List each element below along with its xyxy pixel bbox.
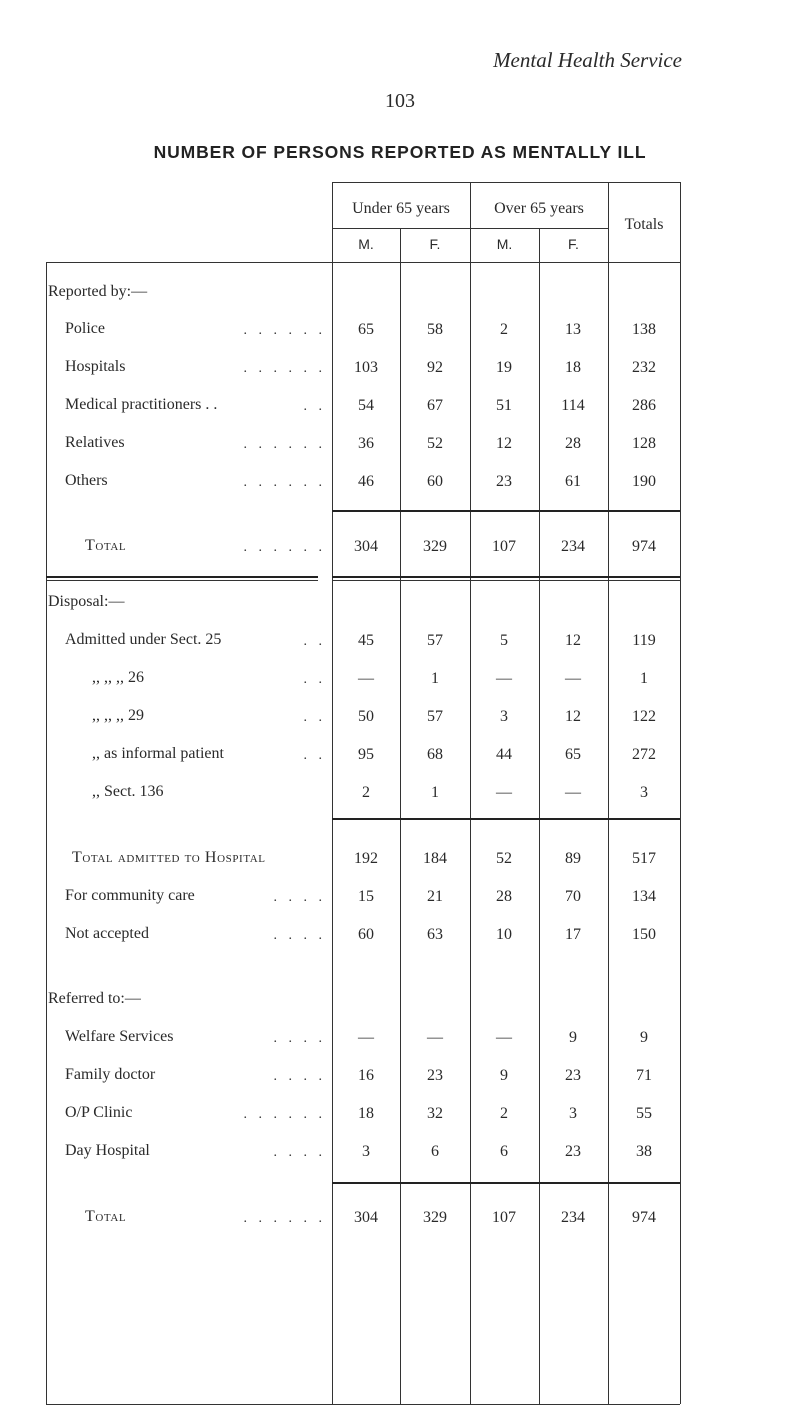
col-rule-1 bbox=[332, 182, 333, 1404]
row-label-text: Relatives bbox=[65, 434, 125, 451]
col-rule-4 bbox=[539, 228, 540, 1404]
table-cell: 6 bbox=[431, 1143, 439, 1160]
table-cell: 9 bbox=[500, 1067, 508, 1084]
table-cell: 234 bbox=[561, 1209, 585, 1226]
table-cell: 51 bbox=[496, 397, 512, 414]
row-label bbox=[92, 745, 224, 763]
section-rule bbox=[400, 510, 470, 512]
table-cell: 2 bbox=[500, 1105, 508, 1122]
table-cell: 92 bbox=[427, 359, 443, 376]
row-label-text: Police bbox=[65, 320, 105, 337]
section-rule bbox=[470, 818, 539, 820]
row-label bbox=[48, 283, 147, 301]
table-cell: 3 bbox=[500, 708, 508, 725]
row-label-text: Total bbox=[85, 1208, 127, 1225]
col-rule-5 bbox=[608, 182, 609, 1404]
section-rule bbox=[470, 1182, 539, 1184]
table-cell: 9 bbox=[569, 1029, 577, 1046]
section-rule bbox=[608, 576, 680, 578]
header-totals: Totals bbox=[624, 216, 664, 233]
row-label-text: ,, as informal patient bbox=[92, 745, 224, 762]
row-label bbox=[85, 537, 126, 555]
col-rule-3 bbox=[470, 182, 471, 1404]
table-cell: 63 bbox=[427, 926, 443, 943]
table-cell: 15 bbox=[358, 888, 374, 905]
table-cell: 13 bbox=[565, 321, 581, 338]
table-cell: 2 bbox=[500, 321, 508, 338]
table-cell: 60 bbox=[358, 926, 374, 943]
table-cell: 52 bbox=[427, 435, 443, 452]
row-label bbox=[92, 669, 144, 687]
row-label-text: For community care bbox=[65, 887, 195, 904]
table-cell: 103 bbox=[354, 359, 378, 376]
row-label bbox=[72, 849, 266, 867]
table-cell: — bbox=[565, 784, 581, 801]
table-cell: 21 bbox=[427, 888, 443, 905]
header-over-f: F. bbox=[568, 236, 579, 252]
row-label-text: Referred to:— bbox=[48, 990, 141, 1007]
table-cell: 150 bbox=[632, 926, 656, 943]
table-cell: 5 bbox=[500, 632, 508, 649]
row-label-text: Total bbox=[85, 537, 127, 554]
leader-dots: . . . . bbox=[273, 1031, 326, 1046]
row-label-text: Admitted under Sect. 25 bbox=[65, 631, 222, 648]
table-cell: 3 bbox=[640, 784, 648, 801]
table-cell: 12 bbox=[565, 708, 581, 725]
table-cell: 122 bbox=[632, 708, 656, 725]
row-label-text: ,, ,, ,, 26 bbox=[92, 669, 144, 686]
table-cell: 54 bbox=[358, 397, 374, 414]
section-rule bbox=[400, 580, 470, 581]
row-label-text: Day Hospital bbox=[65, 1142, 150, 1159]
table-cell: 46 bbox=[358, 473, 374, 490]
row-label-text: ,, ,, ,, 29 bbox=[92, 707, 144, 724]
table-title: NUMBER OF PERSONS REPORTED AS MENTALLY ILL bbox=[153, 142, 647, 162]
row-label bbox=[65, 1104, 132, 1122]
table-cell: — bbox=[496, 670, 512, 687]
table-cell: 89 bbox=[565, 850, 581, 867]
table-cell: 107 bbox=[492, 538, 516, 555]
table-cell: 107 bbox=[492, 1209, 516, 1226]
section-rule bbox=[539, 576, 608, 578]
row-label bbox=[48, 990, 141, 1008]
table-cell: 304 bbox=[354, 1209, 378, 1226]
section-rule bbox=[539, 510, 608, 512]
leader-dots: . . . . . . bbox=[243, 540, 326, 555]
leader-dots: . . bbox=[303, 748, 326, 763]
header-over-65: Over 65 years bbox=[494, 200, 584, 217]
table-cell: 23 bbox=[427, 1067, 443, 1084]
table-cell: 23 bbox=[496, 473, 512, 490]
table-cell: 67 bbox=[427, 397, 443, 414]
section-rule bbox=[608, 580, 680, 581]
leader-dots: . . . . . . bbox=[243, 1211, 326, 1226]
table-cell: 234 bbox=[561, 538, 585, 555]
table-cell: 58 bbox=[427, 321, 443, 338]
leader-dots: . . . . bbox=[273, 1069, 326, 1084]
table-cell: 974 bbox=[632, 1209, 656, 1226]
table-cell: 18 bbox=[565, 359, 581, 376]
row-label bbox=[65, 472, 108, 490]
table-cell: 52 bbox=[496, 850, 512, 867]
header-under-65: Under 65 years bbox=[352, 200, 450, 217]
section-rule bbox=[539, 1182, 608, 1184]
table-cell: 28 bbox=[565, 435, 581, 452]
row-label bbox=[65, 925, 149, 943]
section-rule bbox=[608, 818, 680, 820]
leader-dots: . . . . . . bbox=[243, 475, 326, 490]
table-cell: 138 bbox=[632, 321, 656, 338]
table-cell: 12 bbox=[496, 435, 512, 452]
table-cell: 70 bbox=[565, 888, 581, 905]
header-top-rule bbox=[332, 182, 680, 183]
leader-dots: . . . . . . bbox=[243, 361, 326, 376]
section-rule bbox=[608, 510, 680, 512]
table-cell: 12 bbox=[565, 632, 581, 649]
leader-dots: . . bbox=[303, 710, 326, 725]
row-label bbox=[85, 1208, 126, 1226]
table-cell: 119 bbox=[632, 632, 656, 649]
section-rule bbox=[470, 576, 539, 578]
row-label bbox=[65, 396, 217, 414]
table-cell: 38 bbox=[636, 1143, 652, 1160]
leader-dots: . . . . . . bbox=[243, 323, 326, 338]
table-cell: 184 bbox=[423, 850, 447, 867]
row-label-text: Hospitals bbox=[65, 358, 126, 375]
table-cell: 10 bbox=[496, 926, 512, 943]
table-cell: — bbox=[427, 1029, 443, 1046]
row-label-text: Medical practitioners . . bbox=[65, 396, 218, 413]
leader-dots: . . . . bbox=[273, 928, 326, 943]
running-header: Mental Health Service bbox=[493, 48, 682, 72]
table-cell: 329 bbox=[423, 538, 447, 555]
table-cell: 57 bbox=[427, 708, 443, 725]
table-cell: 192 bbox=[354, 850, 378, 867]
leader-dots: . . bbox=[303, 634, 326, 649]
row-label bbox=[92, 707, 144, 725]
page-number: 103 bbox=[385, 90, 415, 112]
row-label-text: Welfare Services bbox=[65, 1028, 174, 1045]
row-label-text: Not accepted bbox=[65, 925, 149, 942]
row-label-text: Disposal:— bbox=[48, 593, 125, 610]
table-cell: 23 bbox=[565, 1143, 581, 1160]
table-cell: 232 bbox=[632, 359, 656, 376]
table-cell: 60 bbox=[427, 473, 443, 490]
table-cell: 9 bbox=[640, 1029, 648, 1046]
row-label bbox=[65, 434, 125, 452]
table-cell: 974 bbox=[632, 538, 656, 555]
table-cell: — bbox=[358, 1029, 374, 1046]
section-rule bbox=[400, 1182, 470, 1184]
table-cell: 19 bbox=[496, 359, 512, 376]
row-label bbox=[65, 631, 221, 649]
row-label-text: O/P Clinic bbox=[65, 1104, 133, 1121]
row-label bbox=[65, 358, 125, 376]
table-cell: 23 bbox=[565, 1067, 581, 1084]
table-cell: 329 bbox=[423, 1209, 447, 1226]
leader-dots: . . bbox=[303, 672, 326, 687]
section-rule bbox=[46, 580, 318, 581]
leader-dots: . . . . . . bbox=[243, 437, 326, 452]
section-rule bbox=[400, 818, 470, 820]
row-label bbox=[65, 1142, 150, 1160]
table-cell: 55 bbox=[636, 1105, 652, 1122]
table-cell: 44 bbox=[496, 746, 512, 763]
col-rule-2 bbox=[400, 228, 401, 1404]
row-label bbox=[65, 320, 105, 338]
section-rule bbox=[470, 580, 539, 581]
row-label bbox=[65, 1066, 155, 1084]
table-cell: 18 bbox=[358, 1105, 374, 1122]
row-label-text: ,, Sect. 136 bbox=[92, 783, 164, 800]
row-label-text: Family doctor bbox=[65, 1066, 156, 1083]
table-cell: 286 bbox=[632, 397, 656, 414]
table-cell: 6 bbox=[500, 1143, 508, 1160]
table-cell: — bbox=[496, 1029, 512, 1046]
section-rule bbox=[332, 580, 400, 581]
table-cell: 95 bbox=[358, 746, 374, 763]
section-rule bbox=[539, 580, 608, 581]
table-cell: 16 bbox=[358, 1067, 374, 1084]
table-cell: 517 bbox=[632, 850, 656, 867]
header-over-m: M. bbox=[496, 236, 513, 252]
row-label-text: Total admitted to Hospital bbox=[72, 849, 266, 866]
row-label bbox=[65, 887, 195, 905]
left-rule bbox=[46, 262, 47, 1404]
leader-dots: . . . . bbox=[273, 890, 326, 905]
row-label bbox=[92, 783, 164, 801]
row-label bbox=[65, 1028, 173, 1046]
table-cell: 61 bbox=[565, 473, 581, 490]
table-cell: 1 bbox=[431, 784, 439, 801]
table-cell: 114 bbox=[561, 397, 585, 414]
header-under-m: M. bbox=[358, 236, 374, 252]
header-bottom-rule bbox=[46, 262, 680, 263]
section-rule bbox=[332, 510, 400, 512]
section-rule bbox=[400, 576, 470, 578]
table-cell: 304 bbox=[354, 538, 378, 555]
table-cell: 45 bbox=[358, 632, 374, 649]
leader-dots: . . . . . . bbox=[243, 1107, 326, 1122]
table-cell: 32 bbox=[427, 1105, 443, 1122]
header-under-f: F. bbox=[429, 236, 441, 252]
row-label-text: Reported by:— bbox=[48, 283, 148, 300]
table-cell: 50 bbox=[358, 708, 374, 725]
section-rule bbox=[332, 818, 400, 820]
section-rule bbox=[332, 576, 400, 578]
section-rule bbox=[332, 1182, 400, 1184]
table-cell: 272 bbox=[632, 746, 656, 763]
table-cell: 68 bbox=[427, 746, 443, 763]
table-cell: 71 bbox=[636, 1067, 652, 1084]
table-cell: 28 bbox=[496, 888, 512, 905]
table-cell: 65 bbox=[358, 321, 374, 338]
table-cell: 2 bbox=[362, 784, 370, 801]
section-rule bbox=[608, 1182, 680, 1184]
table-cell: — bbox=[358, 670, 374, 687]
table-cell: 1 bbox=[431, 670, 439, 687]
table-cell: 134 bbox=[632, 888, 656, 905]
leader-dots: . . . . bbox=[273, 1145, 326, 1160]
table-cell: 36 bbox=[358, 435, 374, 452]
table-cell: 65 bbox=[565, 746, 581, 763]
leader-dots: . . bbox=[303, 399, 326, 414]
table-cell: 1 bbox=[640, 670, 648, 687]
col-rule-6 bbox=[680, 182, 681, 1404]
table-cell: 190 bbox=[632, 473, 656, 490]
table-cell: — bbox=[565, 670, 581, 687]
section-rule bbox=[539, 818, 608, 820]
table-cell: 128 bbox=[632, 435, 656, 452]
table-cell: — bbox=[496, 784, 512, 801]
section-rule bbox=[470, 510, 539, 512]
section-rule bbox=[46, 576, 318, 578]
table-cell: 3 bbox=[362, 1143, 370, 1160]
table-cell: 3 bbox=[569, 1105, 577, 1122]
table-cell: 57 bbox=[427, 632, 443, 649]
table-cell: 17 bbox=[565, 926, 581, 943]
row-label-text: Others bbox=[65, 472, 108, 489]
row-label bbox=[48, 593, 124, 611]
